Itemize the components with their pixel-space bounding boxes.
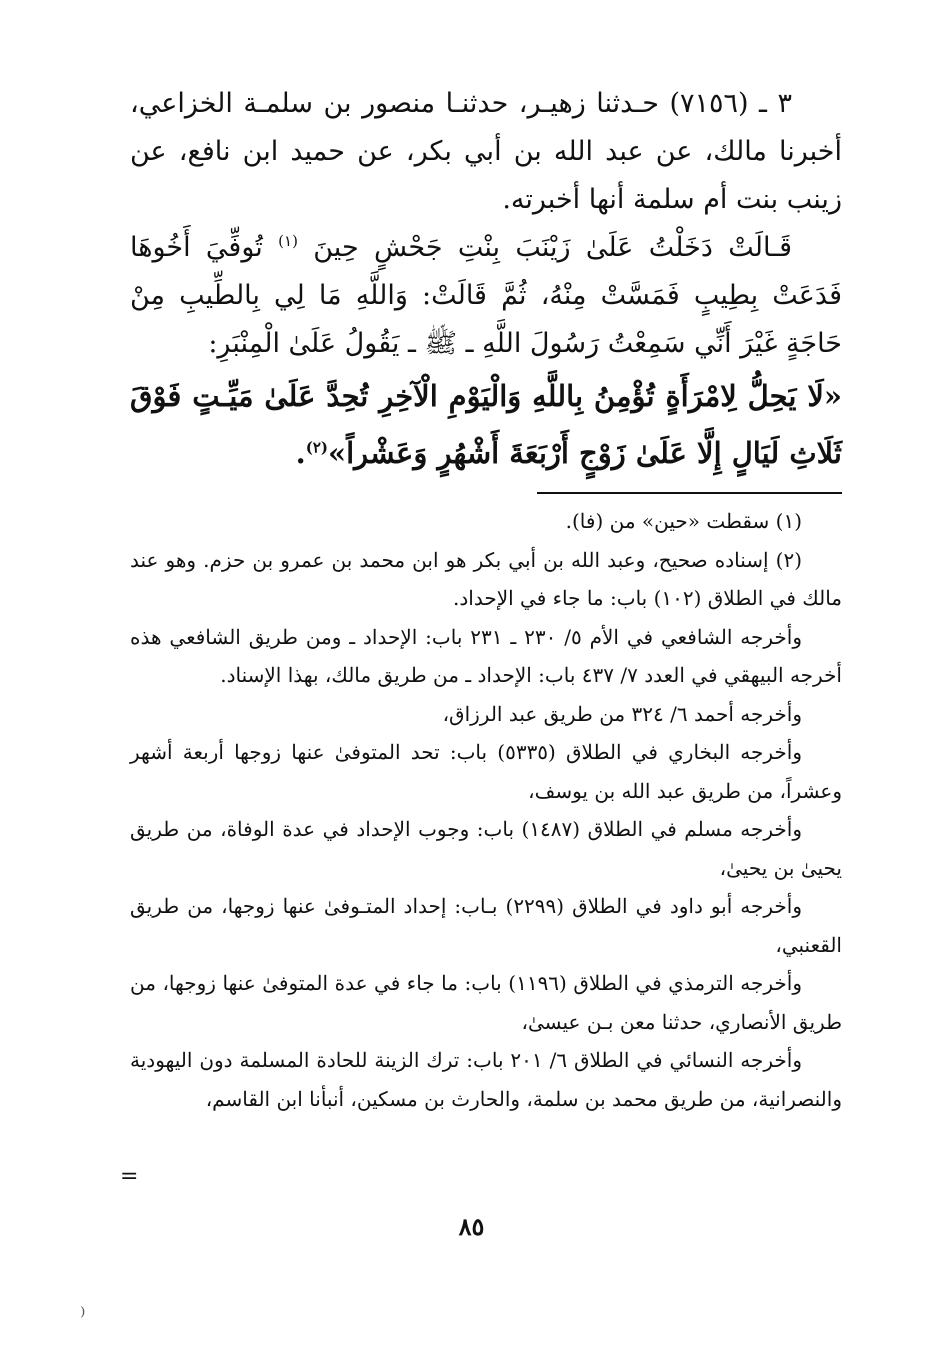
footnote-separator xyxy=(537,492,842,494)
narration-text-end: تُوفِّيَ أَخُوهَا فَدَعَتْ بِطِيبٍ فَمَسَّتْ مِنْهُ، ثُمَّ قَالَتْ: وَاللَّهِ مَا لِي بِالطِّيبِ مِنْ حَاجَةٍ غَيْرَ أَنِّي سَمِعْتُ رَسُولَ اللَّهِ ـ ﷺ ـ يَقُولُ عَلَىٰ الْمِنْبَرِ: xyxy=(130,232,842,359)
page-body xyxy=(130,80,842,1118)
hadith-text xyxy=(130,368,842,482)
main-text xyxy=(130,80,842,482)
footnote-ref-1: (١) xyxy=(278,232,298,250)
page-number: ٨٥ xyxy=(458,1212,485,1241)
footnote-2-muslim: وأخرجه مسلم في الطلاق (١٤٨٧) باب: وجوب الإحداد في عدة الوفاة، من طريق يحيىٰ بن يحيىٰ، xyxy=(130,817,842,880)
narration-text-start: قَـالَتْ دَخَلْتُ عَلَىٰ زَيْنَبَ بِنْتِ جَحْشٍ حِينَ xyxy=(313,232,792,263)
isnad-paragraph: ٣ ـ (٧١٥٦) حـدثنا زهيـر، حدثنـا منصور بن سلمـة الخزاعي، أخبرنا مالك، عن عبد الله بن أبي بكر، عن حميد ابن نافع، عن زينب بنت أم سلمة أنها أخبرته. xyxy=(130,88,842,215)
footnote-1: (١) سقطت «حين» من (فا). xyxy=(565,509,802,533)
footnotes xyxy=(130,502,842,1118)
footnote-2-bukhari: وأخرجه البخاري في الطلاق (٥٣٣٥) باب: تحد المتوفىٰ عنها زوجها أربعة أشهر وعشراً، من طريق عبد الله بن يوسف، xyxy=(130,740,842,803)
hadith-end: . xyxy=(295,436,306,470)
continuation-mark: = xyxy=(120,1164,139,1189)
footnote-ref-2: (٢) xyxy=(305,438,328,457)
hadith-quote: «لَا يَحِلُّ لِامْرَأَةٍ تُؤْمِنُ بِاللَّهِ وَالْيَوْمِ الْآخِرِ تُحِدَّ عَلَىٰ مَيِّـتٍ فَوْقَ ثَلَاثِ لَيَالٍ إِلَّا عَلَىٰ زَوْجٍ أَرْبَعَةَ أَشْهُرٍ وَعَشْراً» xyxy=(130,379,842,470)
footnote-2-shafii: وأخرجه الشافعي في الأم ٥/ ٢٣٠ ـ ٢٣١ باب: الإحداد ـ ومن طريق الشافعي هذه أخرجه البيهقي في العدد ٧/ ٤٣٧ باب: الإحداد ـ من طريق مالك، بهذا الإسناد. xyxy=(130,624,842,687)
footnote-2-abudawud: وأخرجه أبو داود في الطلاق (٢٢٩٩) بـاب: إحداد المتـوفىٰ عنها زوجها، من طريق القعنبي، xyxy=(130,894,842,957)
footnote-2-nasai: وأخرجه النسائي في الطلاق ٦/ ٢٠١ باب: ترك الزينة للحادة المسلمة دون اليهودية والنصرانية، من طريق محمد بن سلمة، والحارث بن مسكين، أنبأنا ابن القاسم، xyxy=(130,1048,842,1111)
footnote-2-tirmidhi: وأخرجه الترمذي في الطلاق (١١٩٦) باب: ما جاء في عدة المتوفىٰ عنها زوجها، من طريق الأنصاري، حدثنا معن بـن عيسىٰ، xyxy=(130,971,842,1034)
footnote-2: (٢) إسناده صحيح، وعبد الله بن أبي بكر هو ابن محمد بن عمرو بن حزم. وهو عند مالك في الطلاق (١٠٢) باب: ما جاء في الإحداد. xyxy=(130,547,842,610)
footnote-2-ahmad: وأخرجه أحمد ٦/ ٣٢٤ من طريق عبد الرزاق، xyxy=(442,701,802,726)
narration-paragraph xyxy=(130,224,842,368)
scan-mark: ⁾ xyxy=(80,1304,86,1329)
